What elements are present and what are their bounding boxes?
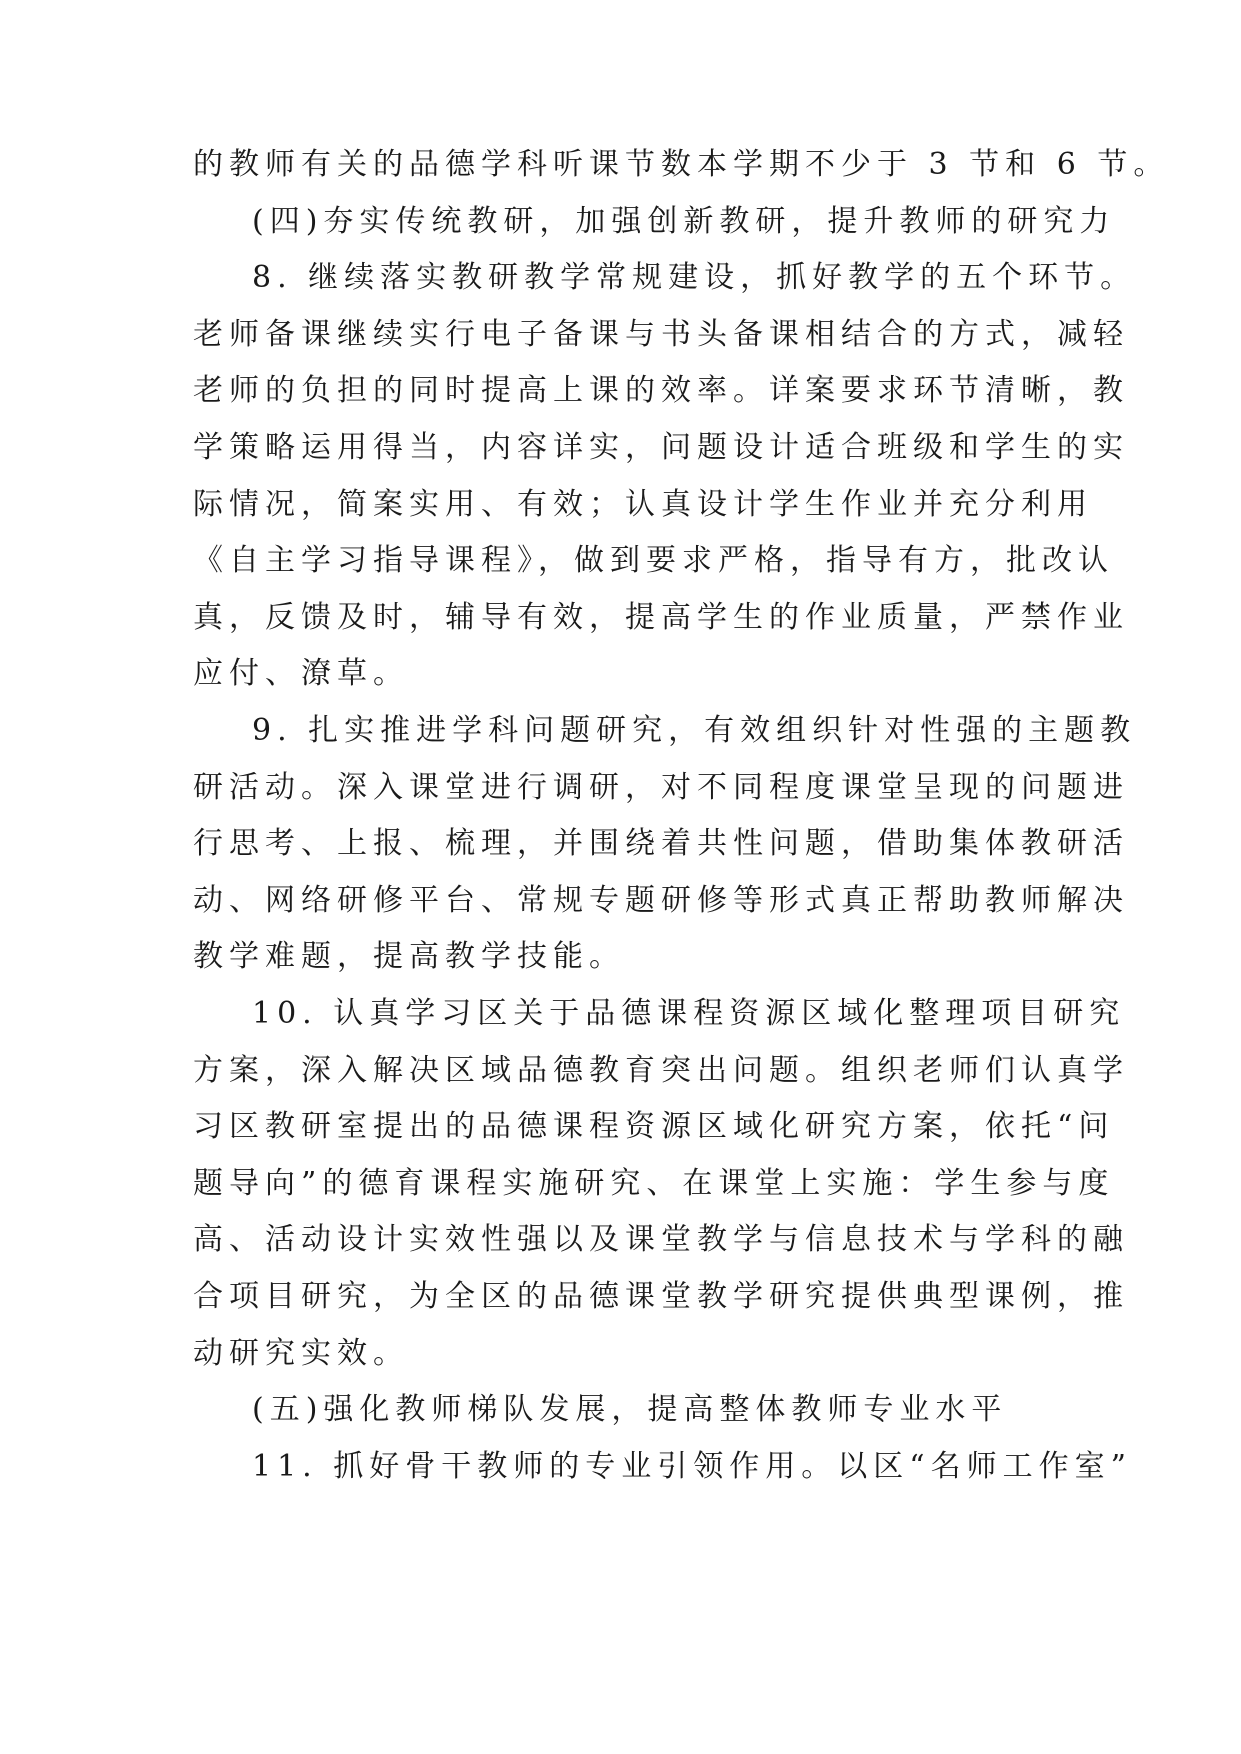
text-line: 方案，深入解决区域品德教育突出问题。组织老师们认真学 [193, 1052, 1129, 1088]
text-line: 动研究实效。 [193, 1335, 409, 1371]
text-line: 9. 扎实推进学科问题研究，有效组织针对性强的主题教 [252, 713, 1137, 748]
text-line: 合项目研究，为全区的品德课堂教学研究提供典型课例，推 [193, 1279, 1129, 1314]
text-line: 动、网络研修平台、常规专题研修等形式真正帮助教师解决 [193, 882, 1129, 918]
text-line: 10. 认真学习区关于品德课程资源区域化整理项目研究 [252, 996, 1126, 1031]
text-line: 《自主学习指导课程》，做到要求严格，指导有方，批改认 [193, 543, 1114, 579]
text-line: 教学难题，提高教学技能。 [193, 939, 625, 975]
text-line: 高、活动设计实效性强以及课堂教学与信息技术与学科的融 [193, 1222, 1129, 1258]
text-line: 的教师有关的品德学科听课节数本学期不少于 3 节和 6 节。 [193, 147, 1170, 182]
text-line: 老师备课继续实行电子备课与书头备课相结合的方式，减轻 [193, 316, 1129, 352]
text-line: 研活动。深入课堂进行调研，对不同程度课堂呈现的问题进 [193, 769, 1129, 805]
text-line: 题导向”的德育课程实施研究、在课堂上实施：学生参与度 [193, 1165, 1115, 1201]
text-line: 应付、潦草。 [193, 656, 409, 692]
text-line: 学策略运用得当，内容详实，问题设计适合班级和学生的实 [193, 430, 1129, 465]
text-line: 老师的负担的同时提高上课的效率。详案要求环节清晰，教 [193, 373, 1129, 409]
text-line: 行思考、上报、梳理，并围绕着共性问题，借助集体教研活 [193, 826, 1129, 862]
text-line: 习区教研室提出的品德课程资源区域化研究方案，依托“问 [193, 1109, 1115, 1145]
text-line: (五)强化教师梯队发展，提高整体教师专业水平 [252, 1392, 1008, 1428]
text-line: (四)夯实传统教研，加强创新教研，提升教师的研究力 [252, 203, 1116, 239]
text-line: 真，反馈及时，辅导有效，提高学生的作业质量，严禁作业 [193, 599, 1129, 635]
text-line: 8. 继续落实教研教学常规建设，抓好教学的五个环节。 [252, 260, 1137, 296]
text-line: 11. 抓好骨干教师的专业引领作用。以区“名师工作室” [252, 1448, 1132, 1484]
text-line: 际情况，简案实用、有效；认真设计学生作业并充分利用 [193, 486, 1093, 522]
